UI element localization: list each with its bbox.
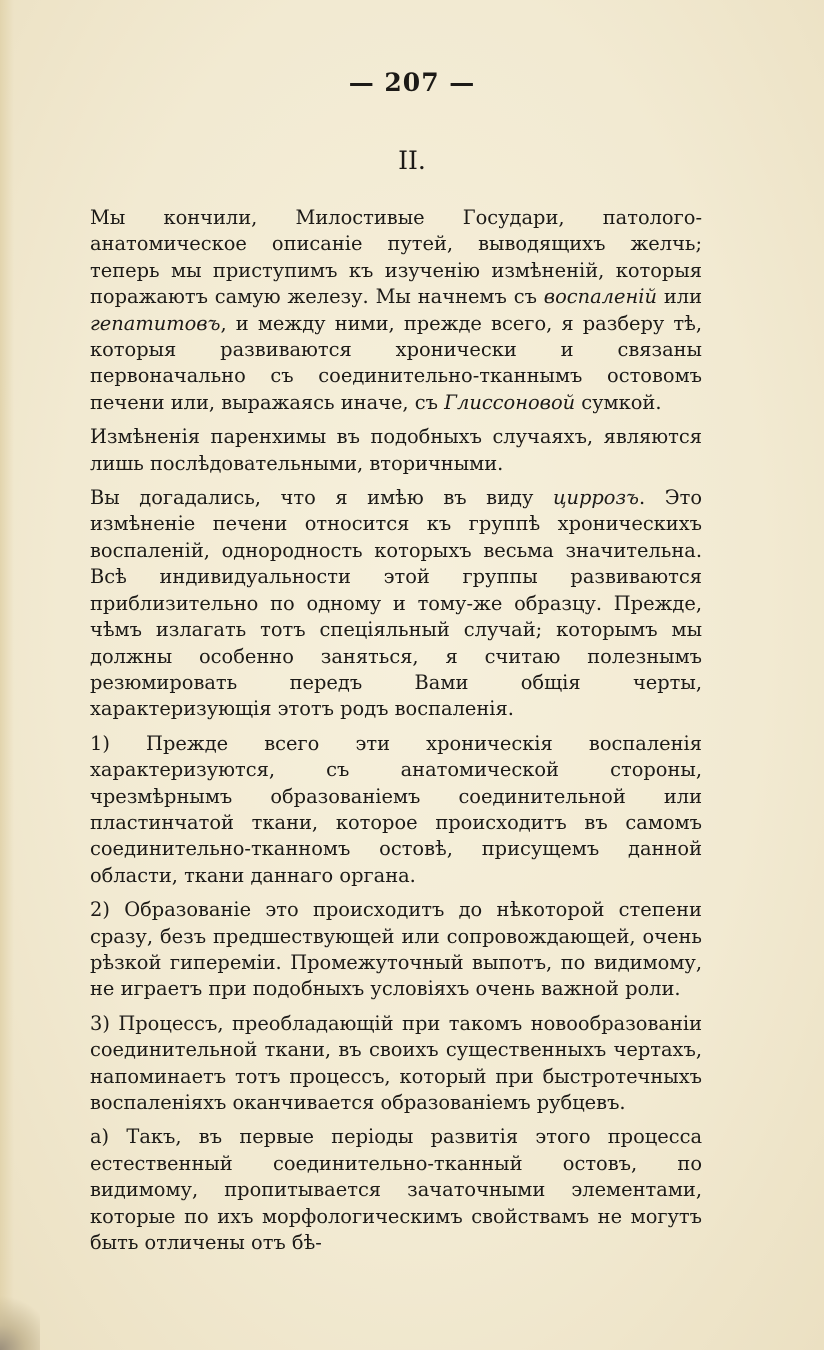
paragraph: 2) Образованіе это происходитъ до нѣкоторой степени сразу, безъ предшествующей или сопровождающей, очень рѣзкой гипереміи. Промежуточный выпотъ, по видимому, не играетъ при подобныхъ условіяхъ очень важной роли. <box>90 898 702 1001</box>
paragraph: Измѣненія паренхимы въ подобныхъ случаяхъ, являются лишь послѣдовательными, вторичными. <box>90 425 702 475</box>
paragraph: a) Такъ, въ первые періоды развитія этого процесса естественный соединительно-тканный остовъ, по видимому, пропитывается зачаточными элементами, которые по ихъ морфологическимъ свойствамъ не могутъ быть отличены отъ бѣ- <box>90 1125 702 1255</box>
body-text <box>90 205 702 1264</box>
text-span: сумкой. <box>575 390 662 414</box>
text-span: или <box>656 285 702 309</box>
page-number: — 207 — <box>348 68 476 97</box>
paragraph <box>90 205 702 416</box>
text-span: Вы догадались, что я имѣю въ виду <box>90 486 553 510</box>
italic-term: циррозъ <box>552 486 639 510</box>
paragraph <box>90 485 702 723</box>
italic-term: Глиссоновой <box>444 390 576 414</box>
paragraph: 3) Процессъ, преобладающій при такомъ новообразованіи соединительной ткани, въ своихъ существенныхъ чертахъ, напоминаетъ тотъ процессъ, который при быстротечныхъ воспаленіяхъ оканчивается образованіемъ рубцевъ. <box>90 1011 702 1114</box>
text-span: . Это измѣненіе печени относится къ группѣ хроническихъ воспаленій, однородность которыхъ весьма значительна. Всѣ индивидуальности этой группы развиваются приблизительно по одному и тому-же образцу. Прежде, чѣмъ излагать тотъ спеціяльный случай; которымъ мы должны особенно заняться, я считаю полезнымъ резюмировать передъ Вами общія черты, характеризующія этотъ родъ воспаленія. <box>90 486 702 721</box>
page-corner-stain <box>0 1290 40 1350</box>
italic-term: гепатитовъ <box>90 311 221 335</box>
text-span: , и между ними, прежде всего, я разберу тѣ, которыя развиваются хронически и связаны первоначально съ соединительно-тканнымъ остовомъ печени или, выражаясь иначе, съ <box>90 311 702 414</box>
paragraph: 1) Прежде всего эти хроническія воспаленія характеризуются, съ анатомической стороны, чрезмѣрнымъ образованіемъ соединительной или пластинчатой ткани, которое происходитъ въ самомъ соединительно-тканномъ остовѣ, присущемъ данной области, ткани даннаго органа. <box>90 731 702 887</box>
section-title: II. <box>398 146 426 175</box>
page-edge-shadow <box>0 0 14 1350</box>
italic-term: воспаленій <box>543 285 657 309</box>
text-span: Мы кончили, Милостивые Государи, патолого-анатомическое описаніе путей, выводящихъ желчь; теперь мы приступимъ къ изученію измѣненій, которыя поражаютъ самую железу. Мы начнемъ съ <box>90 206 702 309</box>
